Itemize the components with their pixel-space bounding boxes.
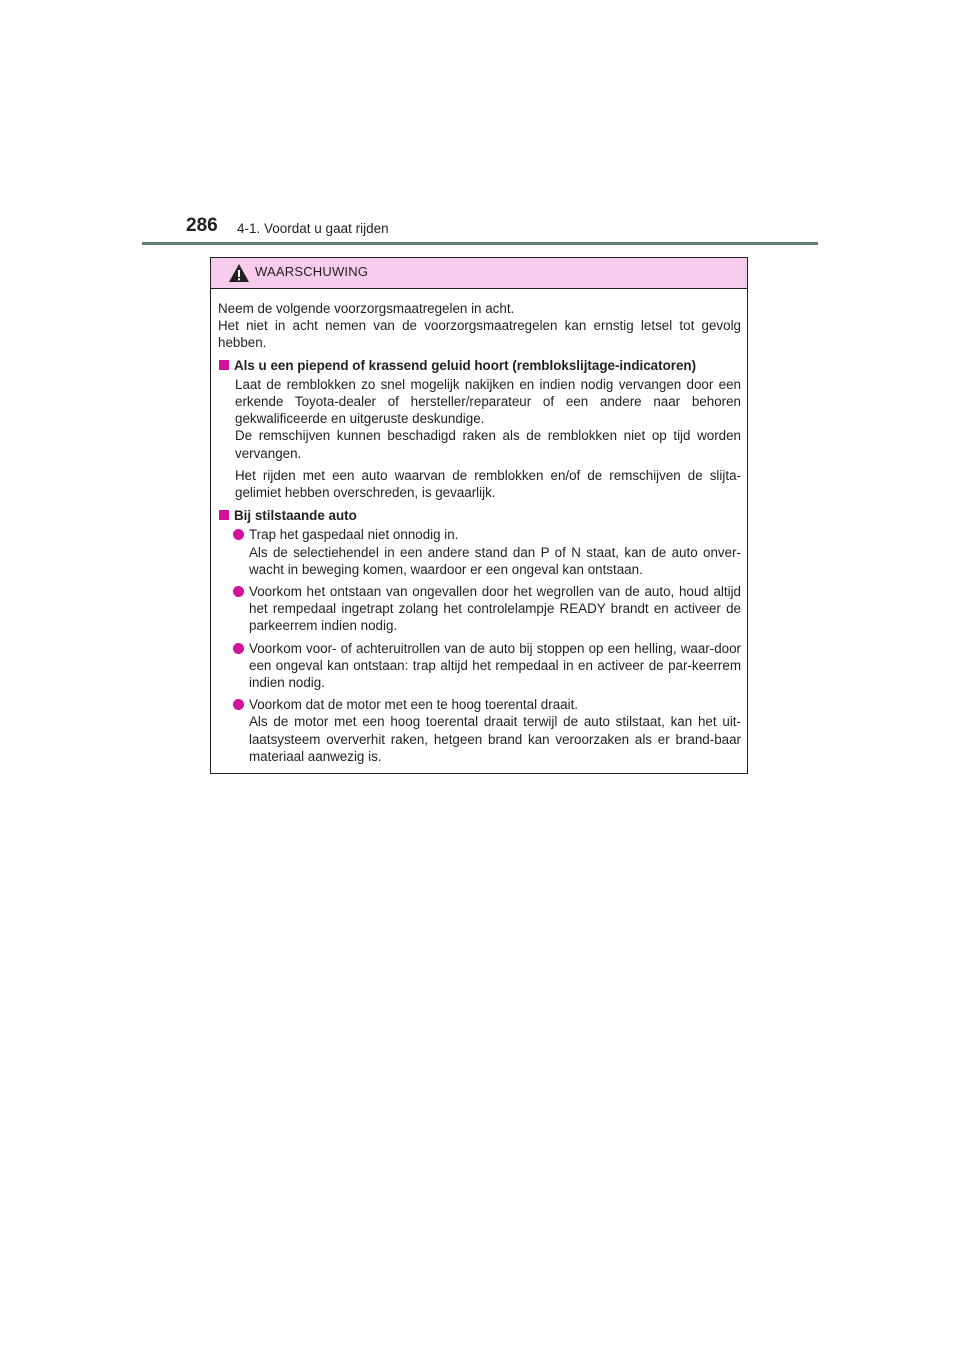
list-item-line-1: Voorkom dat de motor met een te hoog toerental draait. [249, 697, 579, 713]
warning-box [210, 257, 748, 774]
section-heading-brake-noise [218, 357, 741, 374]
square-bullet-icon [219, 510, 229, 520]
brake-wear-paragraph: Het rijden met een auto waarvan de remblokken en/of de remschijven de slijta-gelimiet hebben overschreden, is gevaarlijk. [235, 467, 741, 501]
list-item-line-1: Voorkom het ontstaan van ongevallen door het wegrollen van de auto, houd altijd het rempedaal ingetrapt zolang het controlelampje READY brandt en activeer de parkeerrem indien nodig. [249, 584, 741, 634]
list-item [218, 526, 741, 578]
warning-triangle-icon [228, 263, 250, 283]
warning-intro [218, 300, 741, 352]
round-bullet-icon [233, 529, 244, 540]
square-bullet-icon [219, 360, 229, 370]
list-item-line-2: Als de motor met een hoog toerental draait terwijl de auto stilstaat, kan het uit-laatsysteem oververhit raken, hetgeen brand kan veroorzaken als er brand-baar materiaal aanwezig is. [249, 714, 741, 764]
brake-pad-line-2: De remschijven kunnen beschadigd raken als de remblokken niet op tijd worden vervangen. [235, 428, 741, 461]
warning-title: WAARSCHUWING [255, 264, 369, 279]
stationary-bullet-list [218, 526, 741, 765]
list-item-line-2: Als de selectiehendel in een andere stand dan P of N staat, kan de auto onver-wacht in beweging komen, waardoor er een ongeval kan ontstaan. [249, 544, 741, 577]
list-item [218, 583, 741, 635]
header-rule [142, 242, 818, 245]
brake-pad-line-1: Laat de remblokken zo snel mogelijk nakijken en indien nodig vervangen door een erkende Toyota-dealer of hersteller/reparateur of een andere naar behoren gekwalificeerde en uitgeruste deskundige. [235, 376, 741, 427]
page-number: 286 [186, 215, 218, 236]
section-heading-text: Bij stilstaande auto [234, 508, 357, 524]
intro-line-2: Het niet in acht nemen van de voorzorgsmaatregelen kan ernstig letsel tot gevolg hebben. [218, 318, 741, 351]
round-bullet-icon [233, 643, 244, 654]
round-bullet-icon [233, 699, 244, 710]
round-bullet-icon [233, 586, 244, 597]
intro-line-1: Neem de volgende voorzorgsmaatregelen in acht. [218, 301, 515, 316]
list-item [218, 696, 741, 765]
list-item [218, 640, 741, 692]
warning-body [211, 289, 747, 765]
section-title: 4-1. Voordat u gaat rijden [237, 221, 389, 236]
warning-header [211, 258, 747, 289]
list-item-line-1: Voorkom voor- of achteruitrollen van de auto bij stoppen op een helling, waar-door een ongeval kan ontstaan: trap altijd het rempedaal in en activeer de par-keerrem indien nodig. [249, 640, 741, 691]
section-heading-stationary [218, 507, 741, 524]
brake-pad-paragraph [218, 376, 741, 462]
list-item-line-1: Trap het gaspedaal niet onnodig in. [249, 527, 459, 543]
section-heading-text: Als u een piepend of krassend geluid hoort (remblokslijtage-indicatoren) [234, 357, 697, 373]
